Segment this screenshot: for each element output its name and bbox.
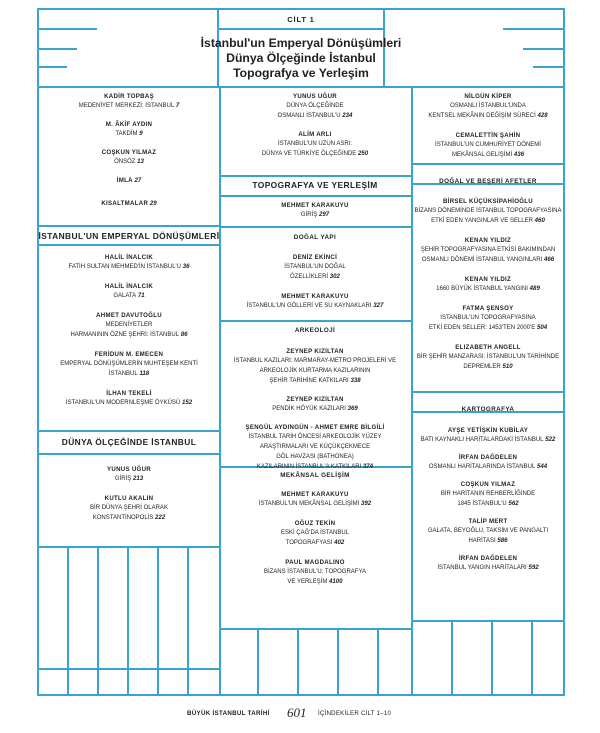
toc-page: 86 xyxy=(180,331,188,338)
toc-page: 302 xyxy=(329,273,340,280)
right-column-top xyxy=(413,92,563,166)
toc-author: ALİM ARLI xyxy=(298,131,332,138)
toc-author: ZEYNEP KIZILTAN xyxy=(286,348,344,355)
rule xyxy=(219,628,413,630)
toc-page: 7 xyxy=(175,102,180,109)
volume-header xyxy=(37,8,565,88)
toc-title: OSMANLI İSTANBUL'UNDA KENTSEL MEKÂNIN DEĞİŞİM SÜRECİ xyxy=(428,103,536,119)
toc-entry[interactable] xyxy=(40,350,218,379)
toc-page: 504 xyxy=(536,324,548,331)
volume-label: CİLT 1 xyxy=(287,15,315,24)
toc-title: İSTANBUL'UN UZUN ASRI: DÜNYA VE TÜRKİYE ÖLÇEĞİNDE xyxy=(261,141,357,157)
toc-author: ELIZABETH ANGELL xyxy=(455,344,521,351)
subsection-heading: DOĞAL VE BEŞERİ AFETLER xyxy=(439,178,537,185)
subsection-heading: ARKEOLOJİ xyxy=(294,327,336,334)
toc-page: 327 xyxy=(373,302,384,309)
toc-title: DÜNYA ÖLÇEĞİNDE OSMANLI İSTANBUL'U xyxy=(277,103,344,119)
toc-title: FATİH SULTAN MEHMED'İN İSTANBUL'U xyxy=(68,264,182,270)
toc-page: 374 xyxy=(362,463,374,470)
rule xyxy=(257,628,259,696)
rule xyxy=(337,628,339,696)
right-kartografya xyxy=(413,426,563,579)
section-heading: DÜNYA ÖLÇEĞİNDE İSTANBUL xyxy=(61,437,197,447)
toc-page: 13 xyxy=(137,158,144,165)
rule xyxy=(377,628,379,696)
toc-page: 592 xyxy=(528,564,539,571)
rule xyxy=(563,8,565,696)
toc-author: COŞKUN YILMAZ xyxy=(460,481,516,488)
subsection-heading: MEKÂNSAL GELİŞİM xyxy=(280,472,350,479)
rule xyxy=(37,668,221,670)
toc-title: İSTANBUL'UN MODERNLEŞME ÖYKÜSÜ xyxy=(65,400,181,406)
toc-author: HALİL İNALCIK xyxy=(104,254,154,261)
toc-entry[interactable] xyxy=(221,130,409,159)
toc-title: BATI KAYNAKLI HARİTALARDAKİ İSTANBUL xyxy=(420,437,544,443)
toc-author: AYŞE YETİŞKİN KUBİLAY xyxy=(447,427,529,434)
toc-page: 586 xyxy=(497,537,508,544)
middle-column-top xyxy=(221,92,409,165)
toc-page: 222 xyxy=(155,514,166,521)
toc-author: İLHAN TEKELİ xyxy=(106,390,152,397)
subsection-heading: KARTOGRAFYA xyxy=(461,406,515,413)
toc-entry[interactable] xyxy=(413,275,563,294)
toc-title: ÖNSÖZ xyxy=(114,159,136,165)
toc-page: 402 xyxy=(334,539,345,546)
rule xyxy=(127,546,129,696)
toc-author: TALİP MERT xyxy=(468,518,508,525)
toc-title: İSTANBUL'UN CUMHURİYET DÖNEMİ MEKÂNSAL GELİŞİMİ xyxy=(435,142,541,158)
toc-title: GALATA, BEYOĞLU, TAKSİM VE PANGALTI HARİTASI xyxy=(427,528,549,544)
toc-entry[interactable] xyxy=(413,131,563,160)
section-heading: TOPOGRAFYA VE YERLEŞİM xyxy=(252,180,378,190)
toc-page: 460 xyxy=(534,217,545,224)
toc-author: ŞENGÜL AYDINGÜN - AHMET EMRE BİLGİLİ xyxy=(245,424,385,431)
volume-title-line: İstanbul'un Emperyal Dönüşümleri xyxy=(200,36,402,50)
toc-entry[interactable] xyxy=(40,282,218,301)
toc-title: GALATA xyxy=(113,293,137,299)
toc-title: MEDENİYETLER HARMANININ ÖZNE ŞEHRİ: İSTANBUL xyxy=(70,322,180,338)
toc-entry[interactable] xyxy=(413,236,563,265)
toc-page: 338 xyxy=(350,377,361,384)
toc-page: 562 xyxy=(508,500,519,507)
toc-page: 4100 xyxy=(329,578,343,585)
toc-entry[interactable] xyxy=(413,343,563,372)
toc-entry[interactable] xyxy=(40,253,218,272)
toc-title: BİZANS İSTANBUL'U: TOPOGRAFYA VE YERLEŞİM xyxy=(263,569,367,585)
left-column-section2 xyxy=(40,465,218,529)
rule xyxy=(219,226,413,228)
toc-author: M. ÂKİF AYDIN xyxy=(105,121,153,128)
toc-page: 510 xyxy=(502,363,513,370)
rule xyxy=(37,8,39,696)
toc-title: İSTANBUL YANGIN HARİTALARI xyxy=(437,565,527,571)
rule xyxy=(411,620,565,622)
toc-entry[interactable] xyxy=(413,197,563,226)
toc-title: BİR DÜNYA ŞEHRİ OLARAK KONSTANTİNOPOLİS xyxy=(90,505,168,521)
toc-page: 522 xyxy=(545,436,556,443)
toc-page: 297 xyxy=(318,211,330,218)
toc-entry[interactable] xyxy=(40,199,218,208)
toc-title: ESKİ ÇAĞ'DA İSTANBUL TOPOGRAFYASI xyxy=(280,530,350,546)
toc-author: PAUL MAGDALINO xyxy=(285,559,345,566)
toc-entry[interactable] xyxy=(413,517,563,546)
toc-page: 36 xyxy=(182,263,190,270)
rule xyxy=(187,546,189,696)
toc-author: KADİR TOPBAŞ xyxy=(104,93,154,100)
toc-entry[interactable] xyxy=(40,494,218,523)
toc-author: CEMALETTİN ŞAHİN xyxy=(455,132,521,139)
middle-arkeoloji xyxy=(221,347,409,478)
rule xyxy=(219,175,413,177)
toc-title: 1660 BÜYÜK İSTANBUL YANGINI xyxy=(436,286,528,292)
rule xyxy=(37,546,221,548)
rule xyxy=(37,430,221,432)
toc-entry[interactable] xyxy=(40,92,218,111)
toc-author: KUTLU AKALIN xyxy=(104,495,154,502)
rule xyxy=(451,620,453,696)
left-column-section1 xyxy=(40,253,218,414)
toc-page: 118 xyxy=(139,370,150,377)
toc-title: İSTANBUL TARİH ÖNCESİ ARKEOLOJİK YÜZEY ARAŞTIRMALARI VE KÜÇÜKÇEKMECE GÖL HAVZASI (BATHONEA) KAZILARININ İSTANBUL'A KATKILARI xyxy=(248,434,382,470)
toc-title: İSTANBUL'UN GÖLLERİ VE SU KAYNAKLARI xyxy=(246,303,372,309)
toc-page: 234 xyxy=(342,112,353,119)
toc-entry[interactable] xyxy=(413,554,563,573)
middle-dogal xyxy=(221,253,409,317)
toc-entry[interactable] xyxy=(413,426,563,445)
rule xyxy=(97,546,99,696)
footer-section-label: İÇİNDEKİLER CİLT 1–10 xyxy=(318,710,392,717)
toc-entry[interactable] xyxy=(40,148,218,167)
toc-author: MEHMET KARAKUYU xyxy=(281,491,349,498)
toc-entry[interactable] xyxy=(40,176,218,185)
toc-entry[interactable] xyxy=(221,519,409,548)
toc-title: BİZANS DÖNEMİNDE İSTANBUL TOPOGRAFYASINA ETKİ EDEN YANGINLAR VE SELLER xyxy=(414,208,562,224)
toc-author: İRFAN DAĞDELEN xyxy=(458,555,518,562)
volume-title-line: Dünya Ölçeğinde İstanbul xyxy=(226,51,376,65)
toc-title: GİRİŞ xyxy=(300,212,318,218)
toc-author: NİLGÜN KİPER xyxy=(464,93,512,100)
page-number: 601 xyxy=(287,705,307,720)
toc-author: KENAN YILDIZ xyxy=(464,276,512,283)
rule xyxy=(37,244,221,246)
toc-page: 152 xyxy=(181,399,193,406)
toc-title: İSTANBUL'UN MEKÂNSAL GELİŞİMİ xyxy=(258,501,360,507)
toc-entry[interactable] xyxy=(40,465,218,484)
rule xyxy=(531,620,533,696)
volume-title-line: Topografya ve Yerleşim xyxy=(233,66,369,80)
volume-title xyxy=(37,36,565,81)
toc-entry[interactable] xyxy=(221,92,409,121)
rule xyxy=(37,225,221,227)
toc-entry[interactable] xyxy=(221,395,409,414)
toc-author: KISALTMALAR xyxy=(101,200,149,207)
toc-title: İSTANBUL KAZILARI: MARMARAY-METRO PROJELERİ VE ARKEOLOJİK KURTARMA KAZILARININ ŞEHİR TARİHİNE KATKILARI xyxy=(233,358,397,384)
toc-page: 9 xyxy=(139,130,143,137)
toc-author: OĞUZ TEKİN xyxy=(294,520,336,527)
toc-author: FATMA ŞENSOY xyxy=(462,305,514,312)
toc-author: YUNUS UĞUR xyxy=(293,93,337,100)
toc-page: 392 xyxy=(361,500,372,507)
toc-author: İMLA xyxy=(116,177,133,184)
toc-author: FERİDUN M. EMECEN xyxy=(94,351,164,358)
toc-title: EMPERYAL DÖNÜŞÜMLERİN MUHTEŞEM KENTİ İSTANBUL xyxy=(60,361,198,377)
toc-entry[interactable] xyxy=(40,389,218,408)
toc-page: 428 xyxy=(537,112,548,119)
toc-entry[interactable] xyxy=(221,558,409,587)
rule xyxy=(491,620,493,696)
toc-title: ŞEHİR TOPOGRAFYASINA ETKİSİ BAKIMINDAN OSMANLI DÖNEMİ İSTANBUL YANGINLARI xyxy=(420,247,556,263)
toc-author: ZEYNEP KIZILTAN xyxy=(286,396,344,403)
middle-mekansal xyxy=(221,490,409,593)
toc-title: TAKDİM xyxy=(115,131,138,137)
section-heading: İSTANBUL'UN EMPERYAL DÖNÜŞÜMLERİ xyxy=(38,231,220,241)
toc-entry[interactable] xyxy=(413,480,563,509)
toc-title: OSMANLI HARİTALARINDA İSTANBUL xyxy=(428,464,536,470)
middle-giris xyxy=(221,201,409,226)
toc-page: 71 xyxy=(137,292,145,299)
toc-title: İSTANBUL'UN TOPOGRAFYASINA ETKİ EDEN SELLER: 1453'TEN 2000'E xyxy=(428,315,536,331)
rule xyxy=(219,320,413,322)
toc-author: DENİZ EKİNCİ xyxy=(292,254,338,261)
toc-title: PENDİK HÖYÜK KAZILARI xyxy=(272,406,346,412)
rule xyxy=(297,628,299,696)
right-afetler xyxy=(413,197,563,378)
toc-author: KENAN YILDIZ xyxy=(464,237,512,244)
toc-author: MEHMET KARAKUYU xyxy=(281,293,349,300)
toc-author: AHMET DAVUTOĞLU xyxy=(96,312,162,319)
toc-title: İSTANBUL'UN DOĞAL ÖZELLİKLERİ xyxy=(284,264,346,280)
toc-author: COŞKUN YILMAZ xyxy=(101,149,157,156)
toc-author: HALİL İNALCIK xyxy=(104,283,154,290)
toc-author: MEHMET KARAKUYU xyxy=(281,202,349,209)
toc-entry[interactable] xyxy=(221,253,409,282)
toc-page: 250 xyxy=(358,150,369,157)
toc-page: 489 xyxy=(529,285,540,292)
toc-entry[interactable] xyxy=(413,304,563,333)
toc-entry[interactable] xyxy=(413,92,563,121)
rule xyxy=(157,546,159,696)
footer-book-title: BÜYÜK İSTANBUL TARİHİ xyxy=(187,710,270,717)
toc-entry[interactable] xyxy=(40,120,218,139)
toc-title: BİR HARİTANIN REHBERLİĞİNDE 1845 İSTANBUL'U xyxy=(440,491,536,507)
toc-page: 369 xyxy=(347,405,358,412)
toc-title: BİR ŞEHİR MANZARASI: İSTANBUL'UN TARİHİNDE DEPREMLER xyxy=(416,354,560,370)
toc-title: MEDENİYET MERKEZİ: İSTANBUL xyxy=(78,103,175,109)
subsection-heading: DOĞAL YAPI xyxy=(293,234,337,241)
rule xyxy=(37,694,565,696)
left-column-top xyxy=(40,92,218,214)
toc-title: GİRİŞ xyxy=(114,476,132,482)
toc-author: İRFAN DAĞDELEN xyxy=(458,454,518,461)
toc-author: YUNUS UĞUR xyxy=(107,466,151,473)
toc-entry[interactable] xyxy=(221,423,409,472)
toc-author: BİRSEL KÜÇÜKSİPAHİOĞLU xyxy=(443,198,533,205)
toc-page: 466 xyxy=(544,256,555,263)
toc-page: 213 xyxy=(132,475,144,482)
toc-entry[interactable] xyxy=(221,201,409,220)
toc-page: 436 xyxy=(513,151,524,158)
rule xyxy=(411,391,565,393)
toc-page: 27 xyxy=(134,177,142,184)
toc-page: 544 xyxy=(537,463,548,470)
rule xyxy=(219,195,413,197)
toc-entry[interactable] xyxy=(413,453,563,472)
toc-entry[interactable] xyxy=(221,292,409,311)
toc-entry[interactable] xyxy=(221,490,409,509)
toc-page: 29 xyxy=(149,200,157,207)
toc-entry[interactable] xyxy=(221,347,409,386)
rule xyxy=(67,546,69,696)
rule xyxy=(37,453,221,455)
toc-entry[interactable] xyxy=(40,311,218,340)
